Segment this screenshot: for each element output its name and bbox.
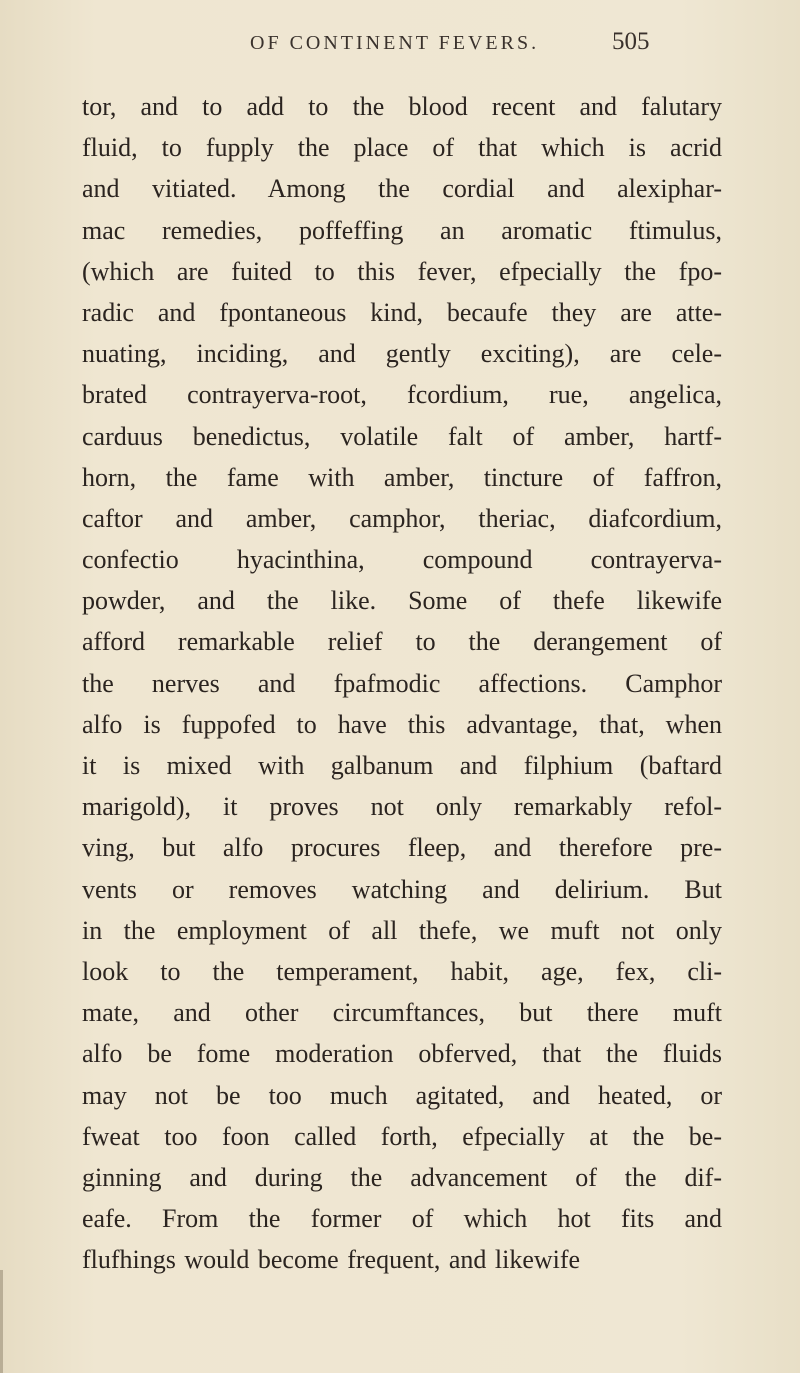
text-line: fweat too foon called forth, efpecially at the be-	[82, 1121, 722, 1151]
text-line: mate, and other circumftances, but there muft	[82, 998, 722, 1028]
text-line: fluid, to fupply the place of that which is acrid	[82, 133, 722, 163]
text-line: in the employment of all thefe, we muft not only	[82, 915, 722, 945]
text-line: tor, and to add to the blood recent and falutary	[82, 92, 722, 121]
page-edge-mark	[0, 1270, 3, 1373]
text-line: alfo be fome moderation obferved, that the fluids	[82, 1039, 722, 1069]
text-line: alfo is fuppofed to have this advantage, that, when	[82, 709, 722, 739]
text-line: horn, the fame with amber, tincture of faffron,	[82, 462, 722, 492]
text-line: ving, but alfo procures fleep, and therefore pre-	[82, 833, 722, 863]
body-text	[82, 86, 722, 1280]
page-header	[0, 26, 800, 66]
text-line: may not be too much agitated, and heated, or	[82, 1080, 722, 1110]
text-line: eafe. From the former of which hot fits and	[82, 1204, 722, 1234]
text-line: radic and fpontaneous kind, becaufe they are atte-	[82, 297, 722, 327]
page-number: 505	[612, 28, 650, 55]
text-line: afford remarkable relief to the derangement of	[82, 627, 722, 657]
text-line: carduus benedictus, volatile falt of amber, hartf-	[82, 421, 722, 451]
text-line: confectio hyacinthina, compound contrayerva-	[82, 545, 722, 575]
text-line: (which are fuited to this fever, efpecially the fpo-	[82, 256, 722, 286]
text-line: look to the temperament, habit, age, fex, cli-	[82, 956, 722, 986]
text-line: brated contrayerva-root, fcordium, rue, angelica,	[82, 380, 722, 410]
text-line: powder, and the like. Some of thefe likewife	[82, 586, 722, 616]
text-line: caftor and amber, camphor, theriac, diafcordium,	[82, 503, 722, 533]
running-title: OF CONTINENT FEVERS.	[250, 32, 540, 54]
text-line: it is mixed with galbanum and filphium (baftard	[82, 751, 722, 780]
text-line: ginning and during the advancement of the dif-	[82, 1162, 722, 1192]
text-line: the nerves and fpafmodic affections. Camphor	[82, 668, 722, 698]
text-line: marigold), it proves not only remarkably refol-	[82, 792, 722, 822]
text-line: vents or removes watching and delirium. But	[82, 874, 722, 904]
text-line: flufhings would become frequent, and likewife	[82, 1245, 581, 1275]
text-line: nuating, inciding, and gently exciting), are cele-	[82, 339, 722, 369]
text-line: mac remedies, poffeffing an aromatic ftimulus,	[82, 215, 722, 245]
text-line: and vitiated. Among the cordial and alexiphar-	[82, 174, 722, 204]
